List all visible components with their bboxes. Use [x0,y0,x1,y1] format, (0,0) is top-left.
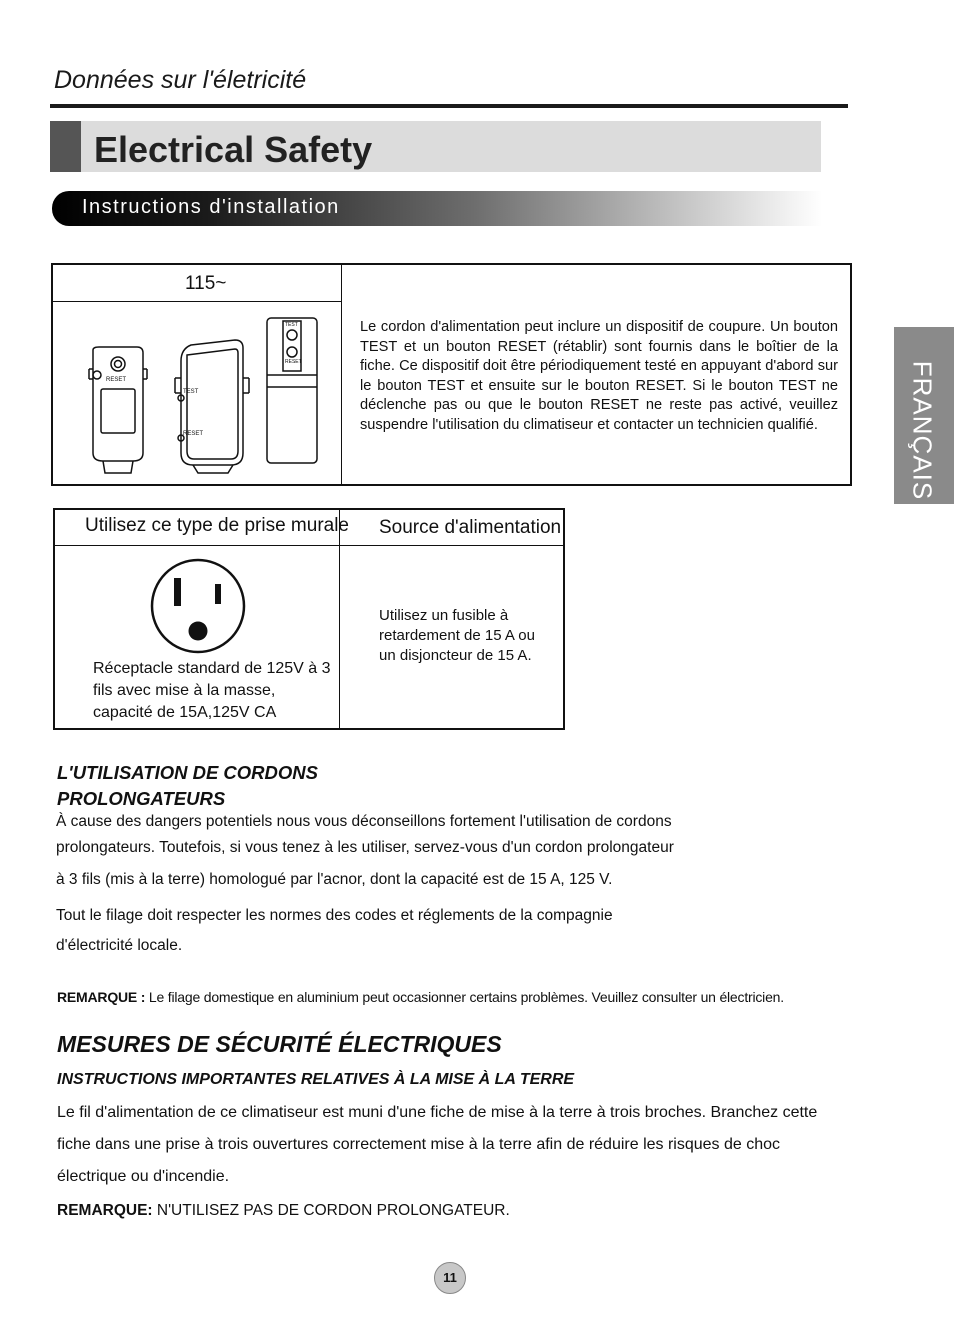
extension-heading-line1: L'UTILISATION DE CORDONS [57,762,318,783]
gfci-plugs-illustration [53,303,341,483]
subheader-bar [52,191,822,226]
safety-note-text: N'UTILISEZ PAS DE CORDON PROLONGATEUR. [152,1202,510,1219]
section-title: Données sur l'életricité [54,66,307,94]
safety-line1: Le fil d'alimentation de ce climatiseur est muni d'une fiche de mise à la terre à trois broches. Branchez cette [57,1104,818,1121]
power-source-header: Source d'alimentation [379,517,562,538]
voltage-header [53,265,341,302]
outlet-icon [148,556,248,656]
reset-label-c: RESET [285,359,302,365]
voltage-label: 115~ [185,273,227,294]
extension-para2-line1: Tout le filage doit respecter les normes des codes et réglements de la compagnie [56,907,613,924]
safety-subheading: INSTRUCTIONS IMPORTANTES RELATIVES À LA MISE À LA TERRE [57,1071,575,1088]
safety-note-label: REMARQUE: [57,1202,153,1219]
table-header-divider [55,545,563,546]
extension-para1-line2: prolongateurs. Toutefois, si vous tenez à les utiliser, servez-vous d'un cordon prolongateur [56,839,674,856]
extension-para2-line2: d'électricité locale. [56,937,183,954]
reset-label-b: RESET [183,431,204,437]
fuse-description: Utilisez un fusible à retardement de 15 A ou un disjoncteur de 15 A. [379,607,535,664]
table-column-divider [339,510,340,728]
outlet-table [53,508,565,730]
page-number: 11 [443,1270,457,1285]
extension-note-label: REMARQUE : [57,989,146,1005]
safety-heading: MESURES DE SÉCURITÉ ÉLECTRIQUES [57,1031,502,1057]
banner-marker [50,121,81,172]
subheader-title: Instructions d'installation [82,196,340,218]
safety-note [57,1202,510,1220]
extension-para1-line1: À cause des dangers potentiels nous vous déconseillons fortement l'utilisation de cordons [56,813,672,830]
outlet-type-header: Utilisez ce type de prise murale [85,515,349,536]
extension-note-text: Le filage domestique en aluminium peut occasionner certains problèmes. Veuillez consulter un électricien. [145,989,784,1005]
plug-device-large [175,340,249,473]
safety-line3: électrique ou d'incendie. [57,1168,230,1185]
test-label-c: TEST [285,322,298,328]
plug-device-tall [267,318,317,463]
language-tab [894,327,954,504]
gfci-illustration-cell [53,265,342,484]
test-label-b: TEST [183,389,199,395]
extension-heading-line2: PROLONGATEURS [57,788,226,809]
page-number-badge [434,1262,466,1294]
language-tab-label: FRANÇAIS [907,360,938,501]
extension-para1-line3: à 3 fils (mis à la terre) homologué par l'acnor, dont la capacité est de 15 A, 125 V. [56,871,613,888]
extension-note [57,989,784,1005]
gfci-description: Le cordon d'alimentation peut inclure un dispositif de coupure. Un bouton TEST et un bouton RESET (rétablir) sont fournis dans le boîtier de la fiche. Ce dispositif doit être périodiquement testé en appuyant d'abord sur le bouton TEST et ensuite sur le bouton RESET. Si le bouton TEST ne déclenche pas ou que le bouton RESET ne reste pas activé, veuillez suspendre l'utilisation du climatiseur et contacter un technicien qualifié. [360,319,838,433]
header-rule [50,104,848,108]
plug-device-small [89,347,147,473]
safety-line2: fiche dans une prise à trois ouvertures correctement mise à la terre afin de réduire les risques de choc [57,1136,781,1153]
gfci-box [51,263,852,486]
receptacle-description: Réceptacle standard de 125V à 3 fils avec mise à la masse, capacité de 15A,125V CA [93,660,331,721]
extension-heading [57,760,318,812]
page-title: Electrical Safety [94,129,373,170]
title-banner [50,121,821,172]
reset-label-a: RESET [106,377,127,383]
